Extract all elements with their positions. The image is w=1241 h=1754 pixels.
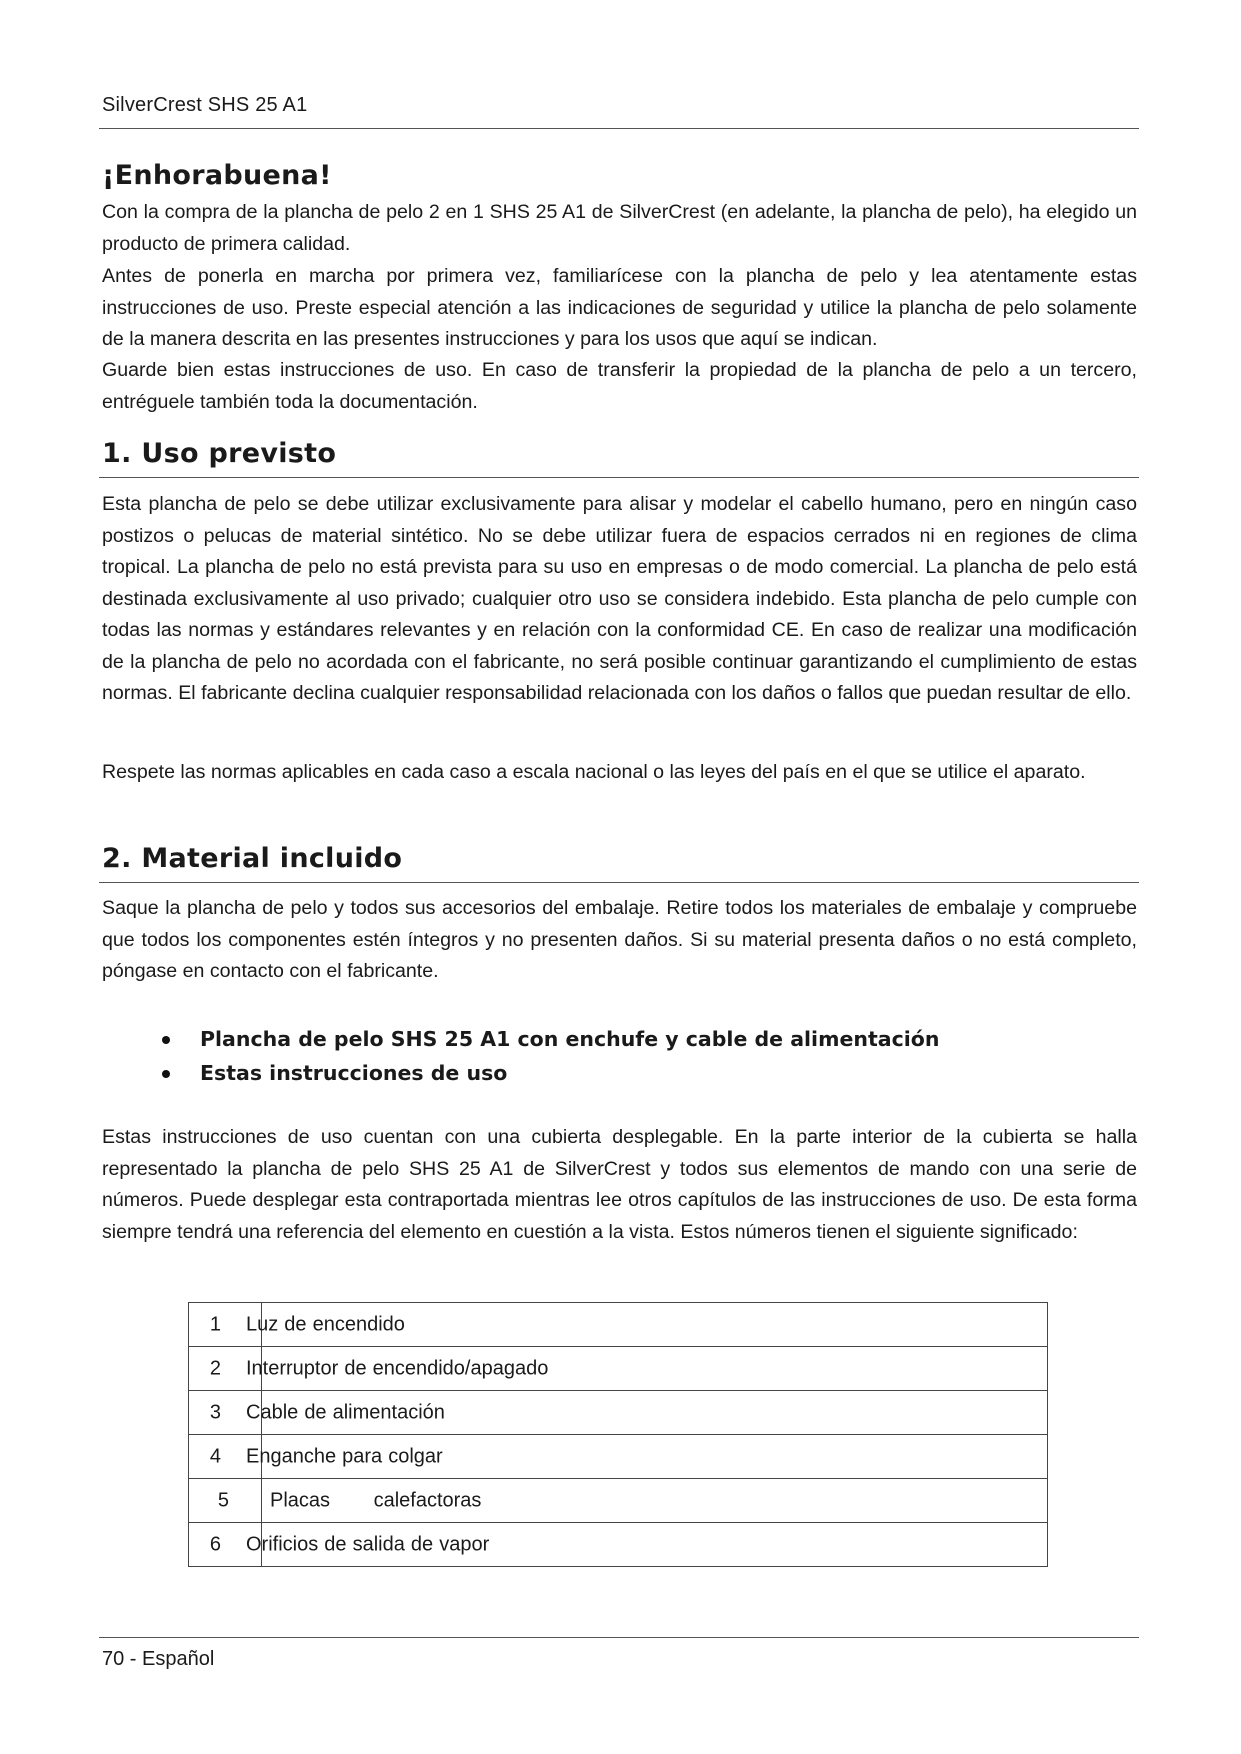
footer-rule <box>99 1637 1139 1638</box>
part-number: 2 <box>209 1357 221 1379</box>
part-label: Placas calefactoras <box>270 1489 482 1511</box>
part-number: 3 <box>209 1401 221 1423</box>
section1-heading: 1. Uso previsto <box>102 438 337 469</box>
parts-table <box>188 1302 1048 1567</box>
part-label: Cable de alimentación <box>246 1401 445 1423</box>
list-item: Estas instrucciones de uso <box>160 1056 939 1090</box>
part-number: 1 <box>209 1313 221 1335</box>
table-row <box>189 1391 1048 1435</box>
table-row <box>189 1347 1048 1391</box>
part-label: Interruptor de encendido/apagado <box>246 1357 549 1379</box>
section1-rule <box>99 477 1139 478</box>
section2-rule <box>99 882 1139 883</box>
part-label: Orificios de salida de vapor <box>246 1533 490 1555</box>
section1-paragraph-1: Esta plancha de pelo se debe utilizar exclusivamente para alisar y modelar el cabello humano, pero en ningún caso postizos o pelucas de material sintético. No se debe utilizar fuera de espacios cerrados ni en regiones de clima tropical. La plancha de pelo no está prevista para su uso en empresas o de modo comercial. La plancha de pelo está destinada exclusivamente al uso privado; cualquier otro uso se considera indebido. Esta plancha de pelo cumple con todas las normas y estándares relevantes y en relación con la conformidad CE. En caso de realizar una modificación de la plancha de pelo no acordada con el fabricante, no será posible continuar garantizando el cumplimiento de estas normas. El fabricante declina cualquier responsabilidad relacionada con los daños o fallos que puedan resultar de ello. <box>102 493 1137 704</box>
intro-paragraph-3: Guarde bien estas instrucciones de uso. En caso de transferir la propiedad de la plancha de pelo a un tercero, entréguele también toda la documentación. <box>102 359 1137 413</box>
intro-paragraph-1: Con la compra de la plancha de pelo 2 en 1 SHS 25 A1 de SilverCrest (en adelante, la plancha de pelo), ha elegido un producto de primera calidad. <box>102 201 1137 255</box>
page-footer: 70 - Español <box>102 1648 215 1670</box>
part-number: 6 <box>209 1533 221 1555</box>
part-number: 4 <box>209 1445 221 1467</box>
table-row <box>189 1435 1048 1479</box>
table-row <box>189 1303 1048 1347</box>
part-label: Enganche para colgar <box>246 1445 443 1467</box>
section2-description: Estas instrucciones de uso cuentan con una cubierta desplegable. En la parte interior de la cubierta se halla representado la plancha de pelo SHS 25 A1 de SilverCrest y todos sus elementos de mando con una serie de números. Puede desplegar esta contraportada mientras lee otros capítulos de las instrucciones de uso. De esta forma siempre tendrá una referencia del elemento en cuestión a la vista. Estos números tienen el siguiente significado: <box>102 1126 1137 1243</box>
section2-intro: Saque la plancha de pelo y todos sus accesorios del embalaje. Retire todos los materiales de embalaje y compruebe que todos los componentes estén íntegros y no presenten daños. Si su material presenta daños o no está completo, póngase en contacto con el fabricante. <box>102 897 1137 982</box>
section2-heading: 2. Material incluido <box>102 843 403 874</box>
running-header: SilverCrest SHS 25 A1 <box>102 94 308 116</box>
intro-paragraph-2: Antes de ponerla en marcha por primera vez, familiarícese con la plancha de pelo y lea atentamente estas instrucciones de uso. Preste especial atención a las indicaciones de seguridad y utilice la plancha de pelo solamente de la manera descrita en las presentes instrucciones y para los usos que aquí se indican. <box>102 265 1137 350</box>
header-rule <box>99 128 1139 129</box>
table-row <box>189 1479 1048 1523</box>
included-items-list <box>160 1022 939 1090</box>
part-label: Luz de encendido <box>246 1313 405 1335</box>
part-number: 5 <box>217 1489 229 1511</box>
table-row <box>189 1523 1048 1567</box>
list-item: Plancha de pelo SHS 25 A1 con enchufe y cable de alimentación <box>160 1022 939 1056</box>
intro-heading: ¡Enhorabuena! <box>102 160 332 191</box>
section1-paragraph-2: Respete las normas aplicables en cada caso a escala nacional o las leyes del país en el que se utilice el aparato. <box>102 761 1086 783</box>
